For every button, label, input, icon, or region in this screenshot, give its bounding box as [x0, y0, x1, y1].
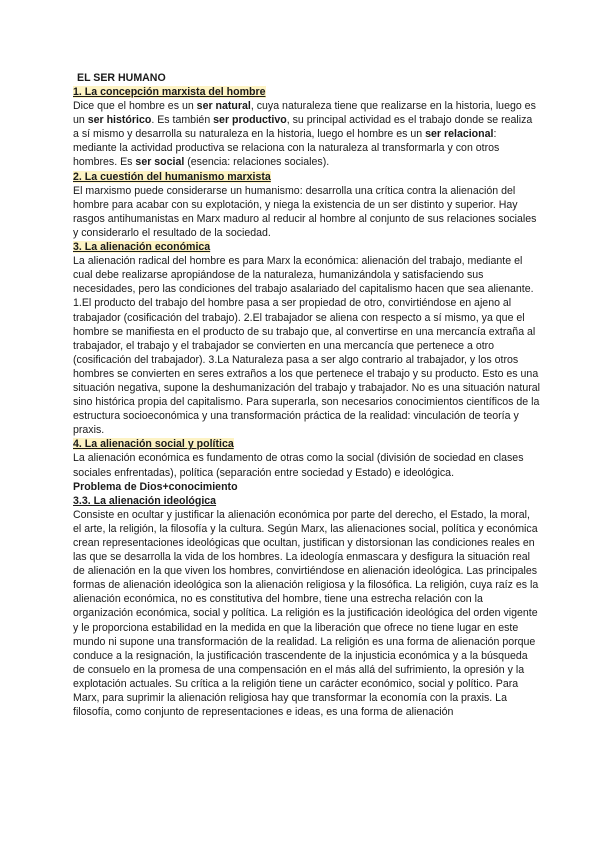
section-heading: [73, 240, 540, 254]
section-heading-text: 1. La concepción marxista del hombre: [73, 86, 266, 98]
section-heading: [73, 85, 540, 99]
bold-term: ser productivo: [213, 114, 287, 127]
text-run: (esencia: relaciones sociales).: [184, 156, 330, 169]
section-heading: [73, 170, 540, 184]
bold-term: ser relacional: [425, 128, 494, 141]
section-heading-text: 2. La cuestión del humanismo marxista: [73, 170, 271, 183]
section-paragraph: La alienación económica es fundamento de otras como la social (división de sociedad en clases sociales enfrentadas), política (separación entre sociedad y Estado) e ideológica.: [73, 452, 524, 479]
subsection-heading: [73, 494, 540, 508]
section-1: [73, 85, 540, 170]
section-heading-text: 3. La alienación económica: [73, 241, 211, 254]
section-paragraph: La alienación radical del hombre es para Marx la económica: alienación del trabajo, mediante el cual debe realizarse apropiándose de la naturaleza, humanizándola y satisfaciendo sus necesidades, pero las condiciones del trabajo asalariado del capitalismo hacen que sea alienante. 1.El producto del trabajo del hombre pasa a ser propiedad de otro, convirtiéndose en ajeno al trabajador (cosificación del trabajo). 2.El trabajador se aliena con respecto a sí mismo, ya que el hombre se manifiesta en el producto de su trabajo que, al convertirse en una mercancía extraña al trabajador, el trabajo y el trabajador se convierten en una mercancía que pertenece a otro (cosificación del trabajador). 3.La Naturaleza pasa a ser algo contrario al trabajador, y los otros hombres se convierten en seres extraños a los que pertenece el trabajo y su producto. Esto es una situación negativa, supone la deshumanización del trabajo y trabajador. No es una situación natural sino histórica propia del capitalismo. Para superarla, son necesarios conocimientos científicos de la estructura socioeconómica y una transformación práctica de la realidad: vinculación de teoría y praxis.: [73, 255, 541, 437]
text-run: Dice que el hombre es un: [73, 100, 197, 113]
section-4: [73, 437, 540, 479]
document-title: EL SER HUMANO: [77, 72, 166, 84]
section-paragraph: El marxismo puede considerarse un humanismo: desarrolla una crítica contra la alienación del hombre para acabar con su explotación, y niega la existencia de un ser distinto y superior. Hay rasgos antihumanistas en Marx maduro al reducir al hombre al conjunto de sus relaciones sociales y considerarlo el resultado de la sociedad.: [73, 184, 537, 239]
section-heading: [73, 437, 540, 451]
section-3: [73, 240, 540, 437]
text-run: : mediante la actividad productiva se relaciona con la naturaleza al transformarla y con otros hombres. Es: [73, 128, 500, 169]
subsection-heading-text: 3.3. La alienación ideológica: [73, 494, 217, 507]
section-paragraph: [73, 99, 540, 169]
section-2: [73, 170, 540, 240]
bold-term: ser histórico: [87, 114, 152, 127]
text-run: , cuya naturaleza tiene que realizarse en la historia, luego es un: [73, 100, 536, 127]
text-run: , su principal actividad es el trabajo donde se realiza a sí mismo y desarrolla su naturaleza en la historia, luego el hombre es un: [73, 114, 533, 141]
subsection-paragraph: Consiste en ocultar y justificar la alienación económica por parte del derecho, el Estado, la moral, el arte, la religión, la filosofía y la cultura. Según Marx, las alienaciones social, política y económica crean representaciones ideológicas que ocultan, justifican y distorsionan las condiciones reales en las que se desarrolla la vida de los hombres. La ideología enmascara y desfigura la situación real de alienación en la que viven los hombres, convirtiéndose en alienación ideológica. Las principales formas de alienación ideológica son la alienación religiosa y la filosófica. La religión, cuya raíz es la alienación económica, no es constitutiva del hombre, tiene una estrecha relación con la organización económica, social y política. La religión es la justificación ideológica del orden vigente y le proporciona estabilidad en la medida en que la liberación que ofrece no tiene lugar en este mundo ni supone una transformación de la realidad. La religión es una forma de alienación porque conduce a la resignación, la justificación trascendente de la injusticia económica y a la búsqueda de consuelo en la promesa de una compensación en el más allá del sufrimiento, la opresión y la explotación actuales. Su crítica a la religión tiene un carácter económico, social y político. Para Marx, para suprimir la alienación religiosa hay que transformar la economía con la praxis. La filosofía, como conjunto de representaciones e ideas, es una forma de alienación: [73, 508, 539, 719]
text-run: . Es también: [151, 114, 214, 127]
bold-term: ser natural: [196, 100, 251, 113]
bold-heading: Problema de Dios+conocimiento: [73, 480, 238, 493]
bold-term: ser social: [135, 156, 185, 169]
section-heading-text: 4. La alienación social y política: [73, 438, 234, 451]
subsection-3-3: [73, 494, 540, 720]
